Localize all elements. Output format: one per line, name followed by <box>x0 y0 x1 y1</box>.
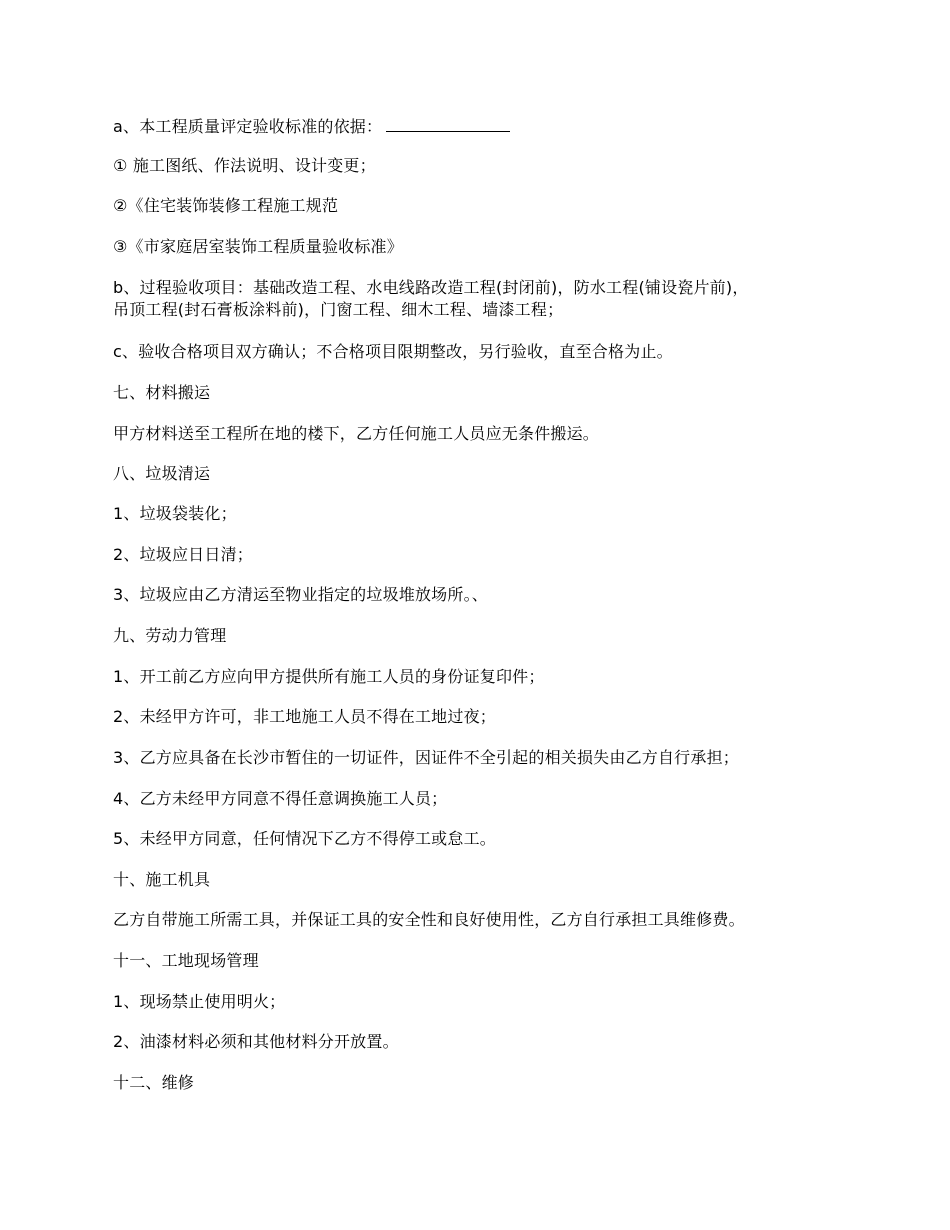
list-item-garbage-3: 3、垃圾应由乙方清运至物业指定的垃圾堆放场所。、 <box>113 585 488 604</box>
list-item-labor-1: 1、开工前乙方应向甲方提供所有施工人员的身份证复印件； <box>113 667 545 686</box>
paragraph-item-2: ②《住宅装饰装修工程施工规范 <box>113 196 339 215</box>
list-item-labor-3: 3、乙方应具备在长沙市暂住的一切证件，因证件不全引起的相关损失由乙方自行承担； <box>113 748 739 767</box>
paragraph-acceptance-confirm: c、验收合格项目双方确认；不合格项目限期整改，另行验收，直至合格为止。 <box>113 342 673 361</box>
heading-section-7: 七、材料搬运 <box>113 383 211 402</box>
list-item-site-2: 2、油漆材料必须和其他材料分开放置。 <box>113 1032 399 1051</box>
list-item-labor-5: 5、未经甲方同意，任何情况下乙方不得停工或怠工。 <box>113 829 496 848</box>
paragraph-tools: 乙方自带施工所需工具，并保证工具的安全性和良好使用性，乙方自行承担工具维修费。 <box>113 910 745 929</box>
heading-section-10: 十、施工机具 <box>113 870 211 889</box>
fill-in-blank-line <box>386 115 510 132</box>
list-item-labor-4: 4、乙方未经甲方同意不得任意调换施工人员； <box>113 789 448 808</box>
heading-section-8: 八、垃圾清运 <box>113 464 211 483</box>
paragraph-material-handling: 甲方材料送至工程所在地的楼下，乙方任何施工人员应无条件搬运。 <box>113 424 600 443</box>
list-item-garbage-1: 1、垃圾袋装化； <box>113 504 237 523</box>
list-item-garbage-2: 2、垃圾应日日清； <box>113 545 253 564</box>
paragraph-acceptance-basis <box>113 115 843 138</box>
paragraph-item-3: ③《市家庭居室装饰工程质量验收标准》 <box>113 237 403 256</box>
heading-section-11: 十一、工地现场管理 <box>113 951 259 970</box>
paragraph-item-1: ① 施工图纸、作法说明、设计变更； <box>113 156 376 175</box>
text-acceptance-basis: a、本工程质量评定验收标准的依据： <box>113 117 383 136</box>
paragraph-process-items-line1: b、过程验收项目：基础改造工程、水电线路改造工程(封闭前)，防水工程(铺设瓷片前)， <box>113 278 749 297</box>
list-item-labor-2: 2、未经甲方许可，非工地施工人员不得在工地过夜； <box>113 707 496 726</box>
heading-section-12: 十二、维修 <box>113 1073 195 1092</box>
heading-section-9: 九、劳动力管理 <box>113 626 227 645</box>
paragraph-process-items-line2: 吊顶工程(封石膏板涂料前)，门窗工程、细木工程、墙漆工程； <box>113 300 564 319</box>
list-item-site-1: 1、现场禁止使用明火； <box>113 992 286 1011</box>
